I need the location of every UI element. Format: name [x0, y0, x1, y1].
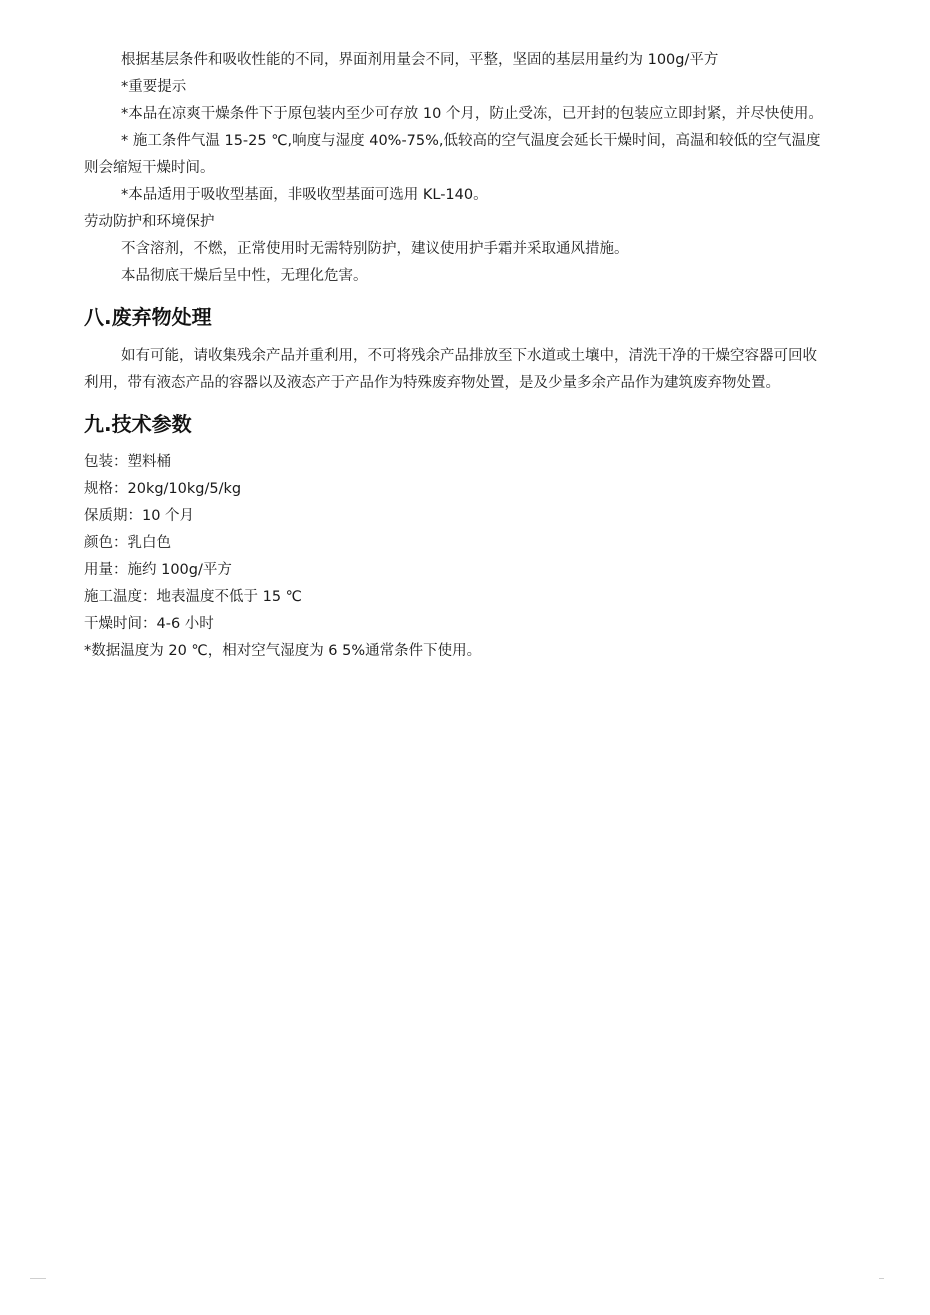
substrate-note: *本品适用于吸收型基面，非吸收型基面可选用 KL-140。: [121, 187, 488, 203]
protection-paragraph-2: 本品彻底干燥后呈中性，无理化危害。: [121, 268, 368, 284]
footer-left-rule: [30, 1278, 46, 1279]
waste-disposal-paragraph: 如有可能，请收集残余产品并重利用，不可将残余产品排放至下水道或土壤中，清洗干净的干燥空容器可回收利用，带有液态产品的容器以及液态产于产品作为特殊废弃物处置，是及少量多余产品作为建筑废弃物处置。: [84, 348, 817, 391]
usage-amount-paragraph: 根据基层条件和吸收性能的不同，界面剂用量会不同，平整，坚固的基层用量约为 100g/平方: [121, 52, 719, 68]
param-application-temperature: 施工温度：地表温度不低于 15 ℃: [84, 589, 302, 605]
protection-paragraph-1: 不含溶剂，不燃，正常使用时无需特别防护，建议使用护手霜并采取通风措施。: [121, 241, 629, 257]
storage-note: *本品在凉爽干燥条件下于原包装内至少可存放 10 个月，防止受冻，已开封的包装应立即封紧，并尽快使用。: [121, 106, 823, 122]
section-8-heading: 八.废弃物处理: [84, 305, 212, 329]
document-page: [84, 47, 830, 665]
important-notice-label: *重要提示: [121, 79, 187, 95]
param-specification: 规格：20kg/10kg/5/kg: [84, 481, 242, 497]
param-consumption: 用量：施约 100g/平方: [84, 562, 232, 578]
section-9-heading: 九.技术参数: [84, 412, 192, 436]
param-shelf-life: 保质期：10 个月: [84, 508, 195, 524]
param-drying-time: 干燥时间：4-6 小时: [84, 616, 214, 632]
param-data-condition-note: *数据温度为 20 ℃，相对空气湿度为 6 5%通常条件下使用。: [84, 643, 482, 659]
param-packaging: 包装：塑料桶: [84, 454, 171, 470]
protection-heading: 劳动防护和环境保护: [84, 214, 215, 230]
param-color: 颜色：乳白色: [84, 535, 171, 551]
application-conditions-note: * 施工条件气温 15-25 ℃,响度与湿度 40%-75%,低较高的空气温度会延长干燥时间，高温和较低的空气温度则会缩短干燥时间。: [84, 133, 821, 176]
footer-right-rule: [879, 1278, 884, 1279]
